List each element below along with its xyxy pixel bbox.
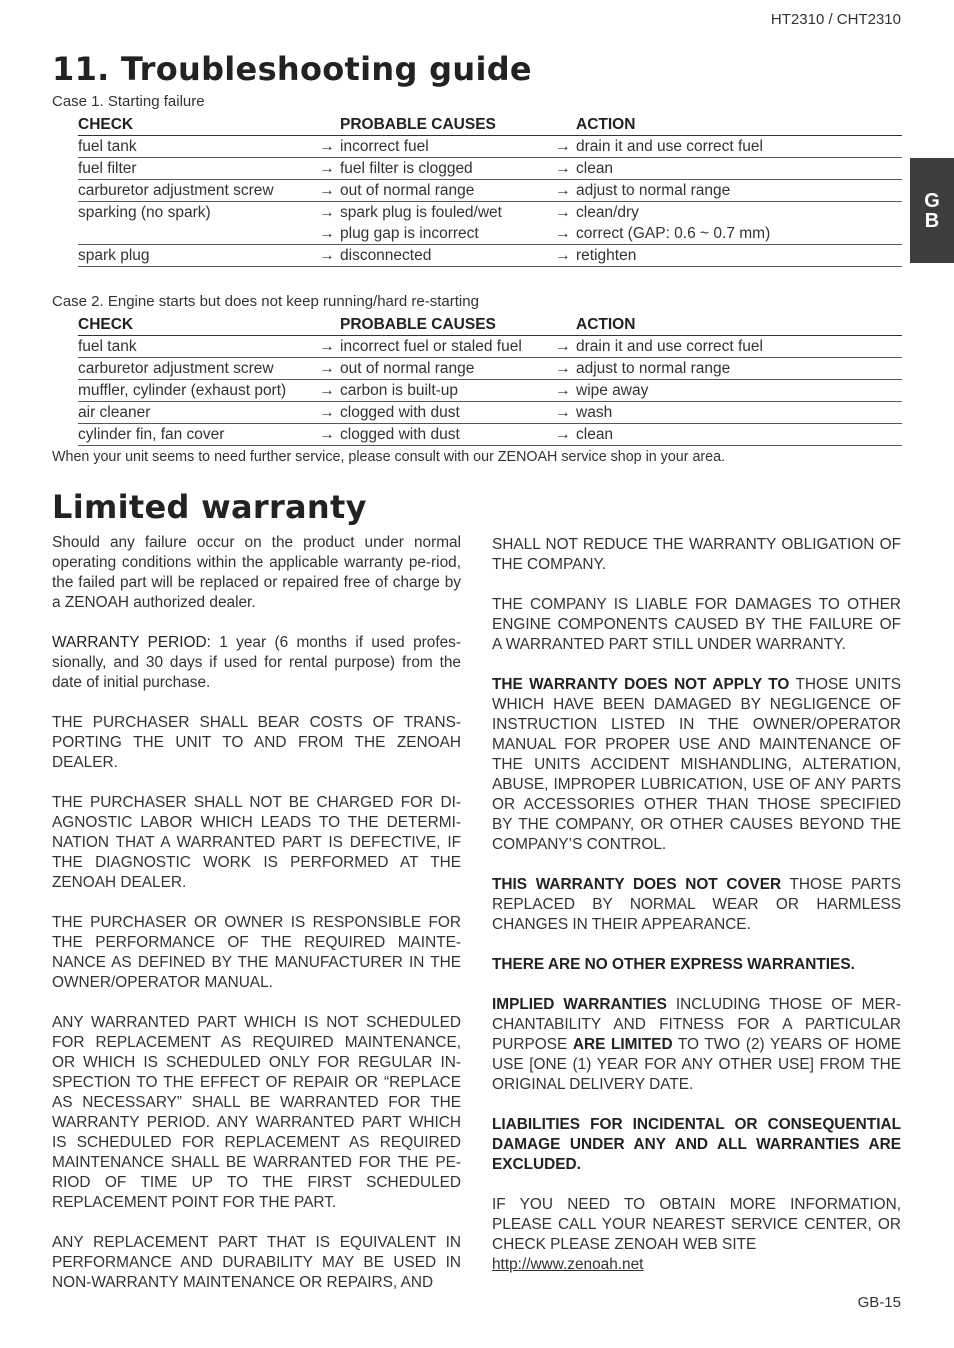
check-cell: muffler, cylinder (exhaust port) bbox=[78, 380, 314, 402]
action-cell: wash bbox=[576, 402, 902, 424]
arrow-icon: → bbox=[314, 158, 340, 180]
action-cell: retighten bbox=[576, 245, 902, 267]
cause-cell: clogged with dust bbox=[340, 424, 550, 446]
website-link[interactable]: http://www.zenoah.net bbox=[492, 1256, 644, 1273]
warranty-column-left bbox=[52, 533, 461, 1313]
warranty-parts: ANY WARRANTED PART WHICH IS NOT SCHEDULED FOR REPLACEMENT AS REQUIRED MAINTENANCE, OR WHICH IS SCHEDULED ONLY FOR REGULAR IN-SPECTION TO THE EFFECT OF REPAIR OR “REPLACE AS NECESSARY” SHALL BE WARRANTED FOR THE WARRANTY PERIOD. ANY WARRANTED PART WHICH IS SCHEDULED FOR REPLACEMENT AS REQUIRED MAINTENANCE SHALL BE WARRANTED FOR THE PE-RIOD OF TIME UP TO THE FIRST SCHEDULED REPLACEMENT POINT FOR THE PART. bbox=[52, 1014, 461, 1211]
cause-cell: plug gap is incorrect bbox=[340, 223, 550, 245]
table-row bbox=[78, 402, 902, 424]
language-tab bbox=[910, 158, 954, 263]
header-action: ACTION bbox=[576, 315, 902, 336]
warranty-transport: THE PURCHASER SHALL BEAR COSTS OF TRANS-PORTING THE UNIT TO AND FROM THE ZENOAH DEALER. bbox=[52, 714, 461, 771]
table-row bbox=[78, 380, 902, 402]
arrow-icon: → bbox=[555, 204, 571, 221]
troubleshooting-title: 11. Troubleshooting guide bbox=[52, 50, 532, 88]
warranty-exclusion: LIABILITIES FOR INCIDENTAL OR CONSEQUENTIAL DAMAGE UNDER ANY AND ALL WARRANTIES ARE EXCLUDED. bbox=[492, 1116, 901, 1173]
cause-cell: clogged with dust bbox=[340, 402, 550, 424]
table-header-row bbox=[78, 315, 902, 336]
arrow-icon: → bbox=[550, 336, 576, 358]
page-number: GB-15 bbox=[857, 1294, 901, 1311]
case2-label: Case 2. Engine starts but does not keep running/hard re-starting bbox=[52, 293, 479, 310]
arrow-icon: → bbox=[550, 245, 576, 267]
case1-rows bbox=[78, 136, 902, 267]
arrow-icon: → bbox=[314, 245, 340, 267]
warranty-maintenance: THE PURCHASER OR OWNER IS RESPONSIBLE FOR THE PERFORMANCE OF THE REQUIRED MAINTE-NANCE AS DEFINED BY THE MANUFACTURER IN THE OWNER/OPERATOR MANUAL. bbox=[52, 914, 461, 991]
check-cell: sparking (no spark) bbox=[78, 204, 211, 221]
warranty-contact: IF YOU NEED TO OBTAIN MORE INFORMATION, PLEASE CALL YOUR NEAREST SERVICE CENTER, OR CHECK PLEASE ZENOAH WEB SITE http://www.zenoah.net bbox=[492, 1196, 901, 1273]
check-cell: carburetor adjustment screw bbox=[78, 180, 314, 202]
cause-cell: fuel filter is clogged bbox=[340, 158, 550, 180]
header-causes: PROBABLE CAUSES bbox=[340, 115, 550, 136]
tab-letter-g: G bbox=[924, 189, 940, 212]
tab-letter-b: B bbox=[924, 209, 940, 232]
check-cell bbox=[78, 223, 314, 245]
warranty-replacement: ANY REPLACEMENT PART THAT IS EQUIVALENT IN PERFORMANCE AND DURABILITY MAY BE USED IN NON-WARRANTY MAINTENANCE OR REPAIRS, AND bbox=[52, 1234, 461, 1291]
table-header-row bbox=[78, 115, 902, 136]
warranty-title: Limited warranty bbox=[52, 488, 367, 526]
table-row bbox=[78, 424, 902, 446]
warranty-not-cover: THIS WARRANTY DOES NOT COVER THOSE PARTS REPLACED BY NORMAL WEAR OR HARMLESS CHANGES IN THEIR APPEARANCE. bbox=[492, 876, 902, 933]
warranty-column-right bbox=[492, 535, 901, 1295]
action-cell: clean bbox=[576, 424, 902, 446]
warranty-no-express: THERE ARE NO OTHER EXPRESS WARRANTIES. bbox=[492, 956, 855, 973]
cause-cell: spark plug is fouled/wet bbox=[340, 204, 502, 221]
cause-cell: incorrect fuel bbox=[340, 136, 550, 158]
action-cell: drain it and use correct fuel bbox=[576, 136, 902, 158]
cause-cell: disconnected bbox=[340, 245, 550, 267]
check-cell: fuel tank bbox=[78, 136, 314, 158]
warranty-period: WARRANTY PERIOD: 1 year (6 months if used profes-sionally, and 30 days if used for rental purpose) from the date of initial purchase. bbox=[52, 634, 462, 691]
arrow-icon: → bbox=[314, 180, 340, 202]
header-check: CHECK bbox=[78, 115, 314, 136]
cause-cell: out of normal range bbox=[340, 180, 550, 202]
arrow-icon: → bbox=[314, 336, 340, 358]
arrow-icon: → bbox=[550, 136, 576, 158]
check-cell: air cleaner bbox=[78, 402, 314, 424]
cause-cell: out of normal range bbox=[340, 358, 550, 380]
model-number: HT2310 / CHT2310 bbox=[770, 11, 901, 28]
table-row bbox=[78, 158, 902, 180]
table-row bbox=[78, 336, 902, 358]
check-cell: fuel filter bbox=[78, 158, 314, 180]
action-cell: wipe away bbox=[576, 380, 902, 402]
warranty-not-apply: THE WARRANTY DOES NOT APPLY TO THOSE UNITS WHICH HAVE BEEN DAMAGED BY NEGLIGENCE OF INSTRUCTION LISTED IN THE OWNER/OPERATOR MANUAL FOR PROPER USE AND MAINTENANCE OF THE UNITS ACCIDENT MISHANDLING, ALTERATION, ABUSE, IMPROPER LUBRICATION, USE OF ANY PARTS OR ACCESSORIES OTHER THAN THOSE SPECIFIED BY THE COMPANY, OR OTHER CAUSES BEYOND THE COMPANY’S CONTROL. bbox=[492, 676, 902, 853]
case2-table bbox=[78, 315, 902, 446]
action-cell: adjust to normal range bbox=[576, 180, 902, 202]
arrow-icon: → bbox=[314, 380, 340, 402]
cause-cell: carbon is built-up bbox=[340, 380, 550, 402]
cause-cell: incorrect fuel or staled fuel bbox=[340, 336, 550, 358]
action-cell: drain it and use correct fuel bbox=[576, 336, 902, 358]
service-note: When your unit seems to need further service, please consult with our ZENOAH service shop in your area. bbox=[52, 449, 726, 465]
arrow-icon: → bbox=[319, 204, 335, 221]
case2-rows bbox=[78, 336, 902, 446]
case1-label: Case 1. Starting failure bbox=[52, 93, 205, 110]
table-row bbox=[78, 223, 902, 245]
table-row bbox=[78, 358, 902, 380]
action-cell: clean/dry bbox=[576, 204, 639, 221]
check-cell: spark plug bbox=[78, 245, 314, 267]
warranty-liability: THE COMPANY IS LIABLE FOR DAMAGES TO OTHER ENGINE COMPONENTS CAUSED BY THE FAILURE OF A WARRANTED PART STILL UNDER WARRANTY. bbox=[492, 596, 901, 653]
arrow-icon: → bbox=[550, 424, 576, 446]
header-check: CHECK bbox=[78, 315, 314, 336]
arrow-icon: → bbox=[550, 402, 576, 424]
arrow-icon: → bbox=[314, 402, 340, 424]
warranty-implied: IMPLIED WARRANTIES INCLUDING THOSE OF MER-CHANTABILITY AND FITNESS FOR A PARTICULAR PURPOSE ARE LIMITED TO TWO (2) YEARS OF HOME USE [ONE (1) YEAR FOR ANY OTHER USE] FROM THE ORIGINAL DELIVERY DATE. bbox=[492, 996, 902, 1093]
arrow-icon: → bbox=[550, 180, 576, 202]
header-causes: PROBABLE CAUSES bbox=[340, 315, 550, 336]
check-cell: fuel tank bbox=[78, 336, 314, 358]
check-cell: cylinder fin, fan cover bbox=[78, 424, 314, 446]
arrow-icon: → bbox=[314, 424, 340, 446]
warranty-obligation: SHALL NOT REDUCE THE WARRANTY OBLIGATION OF THE COMPANY. bbox=[492, 536, 901, 573]
action-cell: correct (GAP: 0.6 ~ 0.7 mm) bbox=[576, 223, 902, 245]
arrow-icon: → bbox=[550, 158, 576, 180]
check-cell: carburetor adjustment screw bbox=[78, 358, 314, 380]
action-cell: adjust to normal range bbox=[576, 358, 902, 380]
warranty-intro: Should any failure occur on the product under normal operating conditions within the applicable warranty pe-riod, the failed part will be replaced or repaired free of charge by a ZENOAH authorized dealer. bbox=[52, 534, 461, 611]
action-cell: clean bbox=[576, 158, 902, 180]
arrow-icon: → bbox=[314, 358, 340, 380]
case1-table bbox=[78, 115, 902, 267]
arrow-icon: → bbox=[550, 358, 576, 380]
table-row bbox=[78, 136, 902, 158]
arrow-icon: → bbox=[314, 223, 340, 245]
header-action: ACTION bbox=[576, 115, 902, 136]
table-row bbox=[78, 180, 902, 202]
warranty-diagnostic: THE PURCHASER SHALL NOT BE CHARGED FOR DI-AGNOSTIC LABOR WHICH LEADS TO THE DETERMI-NATION THAT A WARRANTED PART IS DEFECTIVE, IF THE DIAGNOSTIC WORK IS PERFORMED AT THE ZENOAH DEALER. bbox=[52, 794, 461, 891]
table-row bbox=[78, 245, 902, 267]
arrow-icon: → bbox=[550, 380, 576, 402]
arrow-icon: → bbox=[550, 223, 576, 245]
table-row bbox=[78, 202, 902, 224]
arrow-icon: → bbox=[314, 136, 340, 158]
